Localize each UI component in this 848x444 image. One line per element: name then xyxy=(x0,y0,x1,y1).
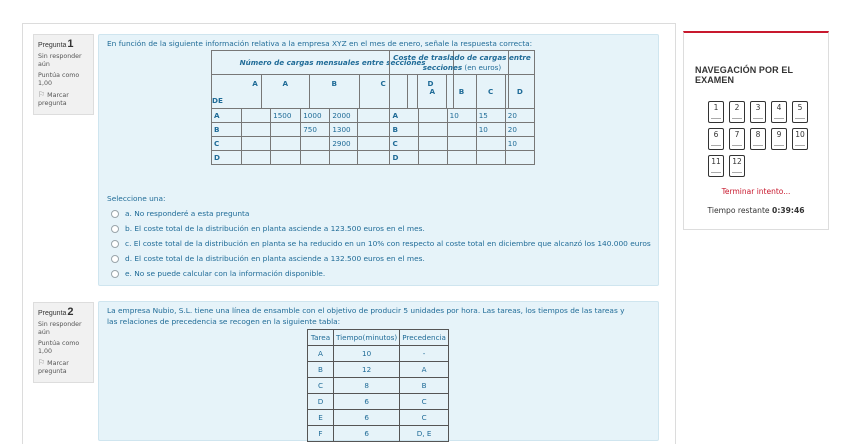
option-b[interactable]: b. El coste total de la distribución en planta asciende a 123.500 euros en el mes. xyxy=(111,221,651,236)
nav-question-10[interactable]: 10 xyxy=(792,128,808,150)
table-row: C 8 B xyxy=(308,378,449,394)
question-status: Sin responder aún xyxy=(38,321,82,336)
cost-table-title: Coste de traslado de cargas entre secciones (en euros) xyxy=(390,51,535,75)
nav-question-5[interactable]: 5 xyxy=(792,101,808,123)
cost-table: Coste de traslado de cargas entre secciones (en euros) A B C D xyxy=(389,50,535,109)
table-header-row: Tarea Tiempo(minutos) Precedencia xyxy=(308,330,449,346)
nav-question-11[interactable]: 11 xyxy=(708,155,724,177)
question-content-1 xyxy=(98,34,659,286)
nav-question-6[interactable]: 6 xyxy=(708,128,724,150)
timer-value: 0:39:46 xyxy=(772,206,805,215)
flag-icon: ⚐ xyxy=(38,358,46,368)
table-row: B 750 1300 B 10 20 xyxy=(212,123,535,137)
flag-icon: ⚐ xyxy=(38,90,46,100)
nav-question-7[interactable]: 7 xyxy=(729,128,745,150)
question-info-1 xyxy=(33,34,94,115)
option-c[interactable]: c. El coste total de la distribución en planta se ha reducido en un 10% con respecto al coste total en diciembre que alcanzó los 140.000 euros xyxy=(111,236,651,251)
radio-button[interactable] xyxy=(111,225,119,233)
option-d[interactable]: d. El coste total de la distribución en planta asciende a 132.500 euros en el mes. xyxy=(111,251,651,266)
nav-question-9[interactable]: 9 xyxy=(771,128,787,150)
radio-button[interactable] xyxy=(111,240,119,248)
table-row: F 6 D, E xyxy=(308,426,449,442)
nav-question-2[interactable]: 2 xyxy=(729,101,745,123)
header-de-cell: A DE xyxy=(212,75,262,109)
table-row: A 1500 1000 2000 A 10 15 20 xyxy=(212,109,535,123)
tasks-table xyxy=(307,329,449,442)
answer-options xyxy=(111,206,651,281)
option-a[interactable]: a. No responderé a esta pregunta xyxy=(111,206,651,221)
loads-data-rows xyxy=(211,108,535,165)
nav-question-3[interactable]: 3 xyxy=(750,101,766,123)
radio-button[interactable] xyxy=(111,270,119,278)
option-e[interactable]: e. No se puede calcular con la información disponible. xyxy=(111,266,651,281)
time-remaining: Tiempo restante 0:39:46 xyxy=(707,206,805,215)
table-row: A 10 - xyxy=(308,346,449,362)
question-content-2 xyxy=(98,301,659,441)
flag-question-button[interactable]: ⚐ Marcar pregunta xyxy=(38,358,69,376)
nav-question-4[interactable]: 4 xyxy=(771,101,787,123)
question-score: Puntúa como 1,00 xyxy=(38,339,80,355)
table-row: B 12 A xyxy=(308,362,449,378)
question-number: Pregunta1 xyxy=(38,38,74,50)
question-text: En función de la siguiente información relativa a la empresa XYZ en el mes de enero, señale la respuesta correcta: xyxy=(107,39,533,48)
question-status: Sin responder aún xyxy=(38,53,82,68)
table-row: D D xyxy=(212,151,535,165)
nav-question-8[interactable]: 8 xyxy=(750,128,766,150)
nav-question-12[interactable]: 12 xyxy=(729,155,745,177)
loads-table: Número de cargas mensuales entre secciones A DE A B C D xyxy=(211,50,509,109)
table-row: C 2900 C 10 xyxy=(212,137,535,151)
table-row: D 6 C xyxy=(308,394,449,410)
nav-title: NAVEGACIÓN POR EL EXAMEN xyxy=(695,65,793,85)
question-info-2 xyxy=(33,302,94,383)
finish-attempt-link[interactable]: Terminar intento... xyxy=(721,187,791,196)
flag-question-button[interactable]: ⚐ Marcar pregunta xyxy=(38,90,69,108)
question-text: La empresa Nubio, S.L. tiene una línea de ensamble con el objetivo de producir 5 unidades por hora. Las tareas, los tiempos de las tareas y las relaciones de precedencia se recogen en la siguiente tabla: xyxy=(107,306,625,326)
quiz-navigation-block xyxy=(683,31,829,230)
radio-button[interactable] xyxy=(111,255,119,263)
loads-table-title: Número de cargas mensuales entre secciones xyxy=(212,51,454,75)
nav-question-1[interactable]: 1 xyxy=(708,101,724,123)
question-score: Puntúa como 1,00 xyxy=(38,71,80,87)
radio-button[interactable] xyxy=(111,210,119,218)
answer-prompt: Seleccione una: xyxy=(107,194,166,203)
question-number: Pregunta2 xyxy=(38,306,74,318)
table-row: E 6 C xyxy=(308,410,449,426)
